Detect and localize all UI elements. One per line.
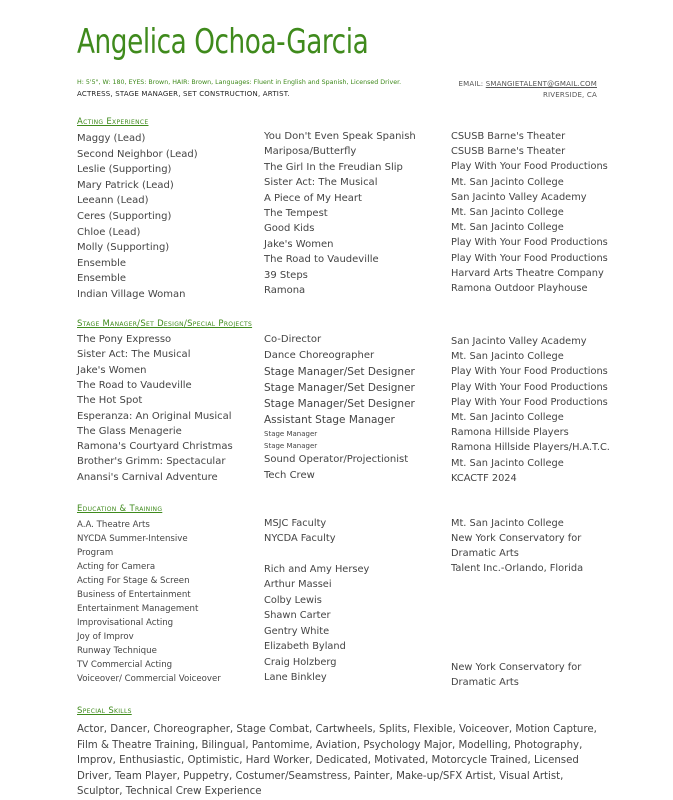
stage-venue-item: San Jacinto Valley Academy [451,336,587,347]
acting-venue-item: CSUSB Barne's Theater [451,146,566,157]
education-school-item: Dramatic Arts [451,677,519,688]
stage-show-item: The Hot Spot [77,395,143,406]
email-link[interactable]: SMANGIETALENT@GMAIL.COM [485,80,597,88]
education-heading: Education & Training [77,504,163,514]
education-instructor-item: Elizabeth Byland [264,641,346,652]
education-course-item: Voiceover/ Commercial Voiceover [77,674,221,684]
stage-show-item: Ramona's Courtyard Christmas [77,441,233,452]
education-course-item: Improvisational Acting [77,618,174,628]
acting-heading: Acting Experience [77,117,149,127]
acting-venue-item: Ramona Outdoor Playhouse [451,283,588,294]
acting-role-item: Ensemble [77,258,127,269]
education-school-item: Talent Inc.-Orlando, Florida [451,563,584,574]
education-course-item: Acting For Stage & Screen [77,576,190,586]
professional-roles: ACTRESS, STAGE MANAGER, SET CONSTRUCTION, ARTIST. [77,90,290,98]
education-school-item: Mt. San Jacinto College [451,518,564,529]
acting-venue-item: Play With Your Food Productions [451,237,608,248]
acting-role-item: Second Neighbor (Lead) [77,149,198,160]
acting-show-item: The Girl In the Freudian Slip [264,162,403,173]
acting-venue-item: Play With Your Food Productions [451,253,608,264]
stage-position-item: Stage Manager/Set Designer [264,382,415,394]
education-course-item: Runway Technique [77,646,157,656]
acting-show-item: The Road to Vaudeville [264,254,379,265]
acting-show-item: Mariposa/Butterfly [264,146,357,157]
education-instructor-item: Rich and Amy Hersey [264,564,370,575]
stage-venue-item: KCACTF 2024 [451,473,517,484]
stage-position-item: Co-Director [264,334,322,345]
stage-show-item: Esperanza: An Original Musical [77,411,232,422]
contact-block [459,79,597,101]
stage-venue-item: Play With Your Food Productions [451,366,608,377]
stage-position-item: Dance Choreographer [264,350,375,361]
education-instructor-item: Gentry White [264,626,330,637]
stage-show-item: The Pony Expresso [77,334,172,345]
acting-role-item: Maggy (Lead) [77,133,146,144]
education-course-item: Business of Entertainment [77,590,191,600]
education-school-item: New York Conservatory for [451,662,582,673]
education-instructor-item: NYCDA Faculty [264,533,336,544]
education-course-item: TV Commercial Acting [77,660,173,670]
stage-position-item: Sound Operator/Projectionist [264,454,409,465]
education-instructor-item: Craig Holzberg [264,657,337,668]
acting-show-item: Sister Act: The Musical [264,177,378,188]
acting-role-item: Leslie (Supporting) [77,164,172,175]
acting-show-item: Ramona [264,285,306,296]
education-school-item: Dramatic Arts [451,548,519,559]
acting-venue-item: Mt. San Jacinto College [451,177,564,188]
email-label: EMAIL: [458,80,486,88]
acting-role-item: Chloe (Lead) [77,227,141,238]
acting-role-item: Leeann (Lead) [77,195,149,206]
stage-show-item: Jake's Women [77,365,147,376]
stage-position-item: Stage Manager [264,430,318,438]
skills-text: Actor, Dancer, Choreographer, Stage Combat, Cartwheels, Splits, Flexible, Voiceover, Motion Capture, Film & Theatre Training, Bilingual, Pantomime, Aviation, Psychology Major, Modelling, Photography, Improv, Enthusiastic, Optimistic, Hard Worker, Dedicated, Motivated, Motorcycle Trained, Licensed Driver, Team Player, Puppetry, Costumer/Seamstress, Painter, Make-up/SFX Artist, Visual Artist, Sculptor, Technical Crew Experience [77,724,597,797]
acting-venue-item: Mt. San Jacinto College [451,222,564,233]
education-instructor-item: MSJC Faculty [264,518,327,529]
education-instructor-item: Colby Lewis [264,595,322,606]
stage-venue-item: Ramona Hillside Players/H.A.T.C. [451,442,610,453]
acting-venue-item: San Jacinto Valley Academy [451,192,587,203]
stage-venue-item: Mt. San Jacinto College [451,351,564,362]
acting-show-item: Good Kids [264,223,315,234]
education-instructor-item: Shawn Carter [264,610,331,621]
acting-role-item: Ceres (Supporting) [77,211,172,222]
acting-venue-item: Play With Your Food Productions [451,161,608,172]
acting-show-item: A Piece of My Heart [264,193,362,204]
stage-show-item: Anansi's Carnival Adventure [77,472,218,483]
physical-stats: H: 5'5", W: 180, EYES: Brown, HAIR: Brown, Languages: Fluent in English and Spanish, Licensed Driver. [77,79,402,86]
stage-show-item: Sister Act: The Musical [77,349,191,360]
acting-role-item: Molly (Supporting) [77,242,170,253]
stage-position-item: Stage Manager/Set Designer [264,366,415,378]
education-instructor-item: Arthur Massei [264,579,332,590]
acting-role-item: Ensemble [77,273,127,284]
acting-show-item: 39 Steps [264,270,308,281]
stage-position-item: Stage Manager [264,442,318,450]
stage-venue-item: Mt. San Jacinto College [451,412,564,423]
stage-venue-item: Ramona Hillside Players [451,427,569,438]
acting-venue-item: Mt. San Jacinto College [451,207,564,218]
acting-show-item: You Don't Even Speak Spanish [264,131,416,142]
acting-show-item: The Tempest [264,208,328,219]
education-course-item: Program [77,548,114,558]
stage-position-item: Tech Crew [264,470,315,481]
resume-name: Angelica Ochoa-Garcia [77,22,369,62]
stage-show-item: Brother's Grimm: Spectacular [77,456,226,467]
stage-show-item: The Road to Vaudeville [77,380,192,391]
acting-venue-item: Harvard Arts Theatre Company [451,268,604,279]
stage-position-item: Stage Manager/Set Designer [264,398,415,410]
education-school-item: New York Conservatory for [451,533,582,544]
education-course-item: Joy of Improv [77,632,134,642]
acting-role-item: Indian Village Woman [77,289,186,300]
education-course-item: Entertainment Management [77,604,199,614]
acting-role-item: Mary Patrick (Lead) [77,180,174,191]
acting-show-item: Jake's Women [264,239,334,250]
skills-heading: Special Skills [77,706,132,716]
location: RIVERSIDE, CA [542,91,597,99]
education-instructor-item: Lane Binkley [264,672,327,683]
stage-venue-item: Play With Your Food Productions [451,397,608,408]
stage-heading: Stage Manager/Set Design/Special Projects [77,319,253,329]
education-course-item: NYCDA Summer-Intensive [77,534,188,544]
email-line [459,79,597,90]
stage-venue-item: Mt. San Jacinto College [451,458,564,469]
stage-venue-item: Play With Your Food Productions [451,382,608,393]
stage-position-item: Assistant Stage Manager [264,414,395,426]
education-course-item: A.A. Theatre Arts [77,520,150,530]
stage-show-item: The Glass Menagerie [77,426,182,437]
education-course-item: Acting for Camera [77,562,156,572]
acting-venue-item: CSUSB Barne's Theater [451,131,566,142]
